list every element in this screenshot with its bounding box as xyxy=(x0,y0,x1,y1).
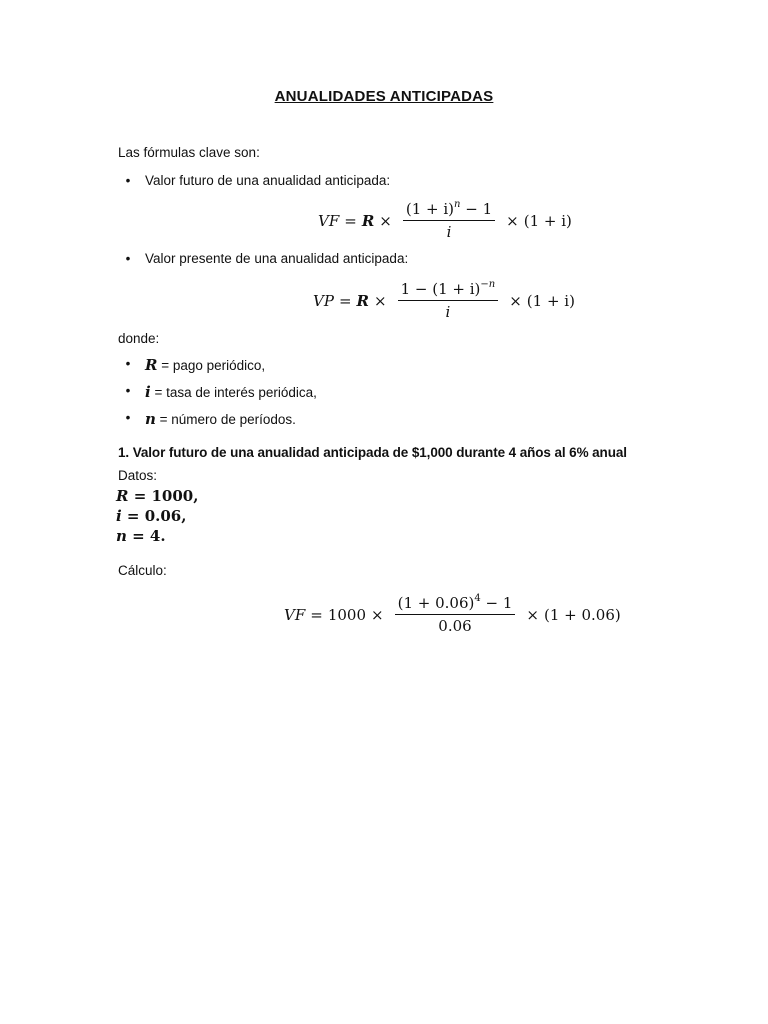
formula-r: R xyxy=(356,291,369,310)
formula-factor: (1 + i) xyxy=(523,211,572,230)
bullet-icon: • xyxy=(125,356,131,371)
where-label: donde: xyxy=(118,331,160,346)
fraction-numerator: $(1 + i)^n - 1$ xyxy=(403,200,495,221)
formula-fraction xyxy=(398,280,499,321)
dato-n: n = 4. xyxy=(116,527,166,545)
formula-r: R xyxy=(361,211,375,230)
formula-fraction xyxy=(395,594,516,635)
bullet-icon: • xyxy=(125,173,131,188)
formula-factor: (1 + 0.06) xyxy=(543,605,621,624)
intro-text: Las fórmulas clave son: xyxy=(118,145,260,160)
formula-coefficient: 1000 xyxy=(327,605,367,624)
formula-factor: (1 + i) xyxy=(526,291,575,310)
document-title: ANUALIDADES ANTICIPADAS xyxy=(274,88,494,105)
formula-calculation: VF = 1000 × $\frac{(1 + 0.06)^4 - 1}{0.06}$ × (1 + 0.06) xyxy=(284,593,621,635)
definition-n: n = número de períodos. xyxy=(145,410,296,428)
dato-i: i = 0.06, xyxy=(116,507,187,525)
fraction-numerator: $1 - (1 + i)^{-n}$ xyxy=(398,280,499,301)
formula-future-value: VF = R × $\frac{(1 + i)^n - 1}{i}$ × (1 + i) xyxy=(318,199,572,241)
example-heading: 1. Valor futuro de una anualidad anticipada de $1,000 durante 4 años al 6% anual xyxy=(118,445,627,460)
bullet-item-vp: Valor presente de una anualidad anticipada: xyxy=(145,251,409,266)
fraction-numerator: $(1 + 0.06)^4 - 1$ xyxy=(395,594,516,615)
formula-present-value: VP = R × $\frac{1 - (1 + i)^{-n}}{i}$ × (1 + i) xyxy=(313,279,575,321)
calculo-label: Cálculo: xyxy=(118,563,167,578)
dato-r: R = 1000, xyxy=(116,487,199,505)
bullet-icon: • xyxy=(125,410,131,425)
bullet-icon: • xyxy=(125,383,131,398)
fraction-denominator: 0.06 xyxy=(438,617,472,635)
formula-lhs: VF xyxy=(284,605,306,624)
definition-i: i = tasa de interés periódica, xyxy=(145,383,317,401)
datos-label: Datos: xyxy=(118,468,158,483)
formula-lhs: VP xyxy=(313,291,334,310)
bullet-icon: • xyxy=(125,251,131,266)
fraction-denominator: i xyxy=(445,303,451,321)
fraction-denominator: i xyxy=(446,223,452,241)
formula-lhs: VF xyxy=(318,211,340,230)
formula-fraction xyxy=(403,200,495,241)
bullet-item-vf: Valor futuro de una anualidad anticipada: xyxy=(145,173,391,188)
definition-r: R = pago periódico, xyxy=(145,356,266,374)
